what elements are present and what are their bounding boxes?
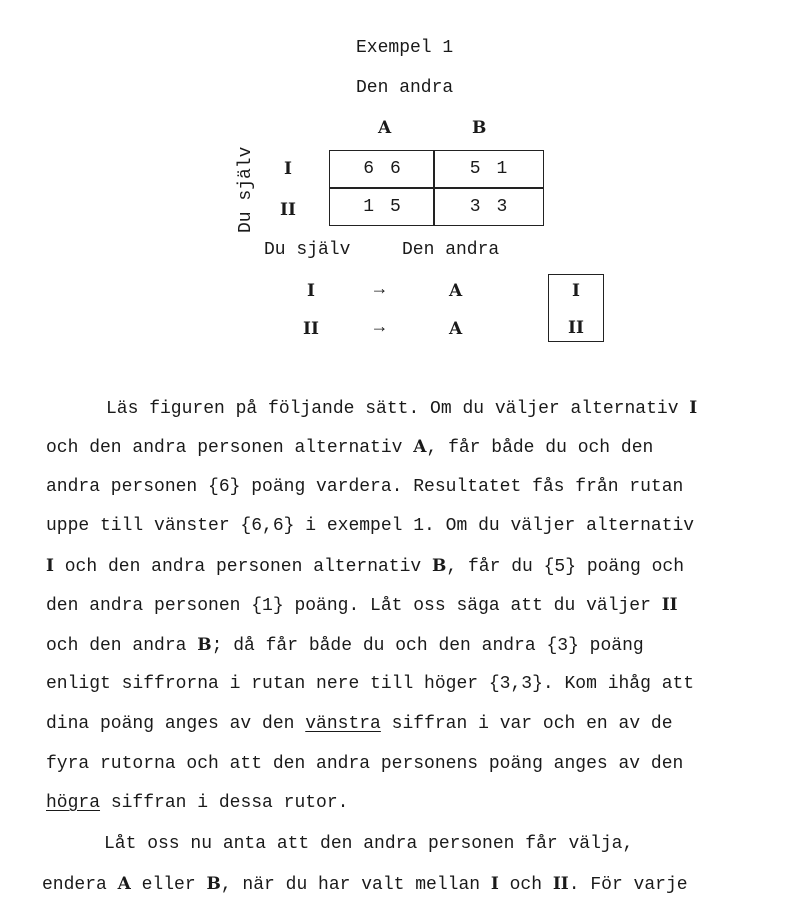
text-run: siffran i var och en av de <box>380 714 673 734</box>
text-run: och <box>498 875 553 895</box>
column-label-b: B <box>472 118 487 138</box>
text-run: endera <box>42 875 118 895</box>
answer-box-row-1: I <box>572 281 580 301</box>
bold-roman-numeral: I <box>46 556 54 576</box>
text-line <box>46 595 770 616</box>
underlined-word: högra <box>46 793 101 813</box>
self-score: 3 <box>469 197 481 217</box>
other-score: 5 <box>390 197 401 217</box>
outcome-1-other: A <box>449 281 463 301</box>
bold-roman-numeral: I <box>490 874 499 894</box>
row-label-ii: II <box>280 200 296 220</box>
example-title: Exempel 1 <box>356 38 454 58</box>
text-line: Låt oss nu anta att den andra personen får välja, <box>104 834 634 854</box>
bold-letter: A <box>117 874 131 894</box>
text-line <box>46 793 770 813</box>
text-line <box>42 874 766 895</box>
matrix-cell-r1c2 <box>433 150 544 188</box>
text-run: , får både du och den <box>426 438 654 458</box>
bold-roman-numeral: II <box>661 595 678 615</box>
matrix-cell-r1c1 <box>329 150 435 188</box>
outcome-header-other: Den andra <box>402 240 500 260</box>
self-score: 5 <box>469 159 481 179</box>
other-score: 1 <box>496 159 508 179</box>
text-line: enligt siffrorna i rutan nere till höger {3,3}. Kom ihåg att <box>46 674 695 694</box>
text-run: den andra personen {1} poäng. Låt oss säga att du väljer <box>46 596 662 616</box>
text-line <box>46 714 770 734</box>
text-line: andra personen {6} poäng vardera. Resultatet fås från rutan <box>46 477 684 497</box>
text-run: eller <box>130 875 207 895</box>
bold-roman-numeral: II <box>552 874 569 894</box>
underlined-word: vänstra <box>305 714 381 734</box>
text-run: . För varje <box>568 875 688 895</box>
matrix-cell-r2c1 <box>329 188 435 226</box>
outcome-1-self: I <box>307 281 315 301</box>
text-line: fyra rutorna och att den andra personens poäng anges av den <box>46 754 684 774</box>
outcome-header-self: Du själv <box>264 240 351 260</box>
row-label-i: I <box>284 159 292 179</box>
text-run: och den andra <box>46 636 198 656</box>
self-vertical-label: Du själv <box>236 146 256 233</box>
text-run: , när du har valt mellan <box>220 875 491 895</box>
other-score: 3 <box>496 197 508 217</box>
arrow-icon: → <box>374 280 385 300</box>
bold-letter: B <box>432 556 447 576</box>
answer-box <box>548 274 604 342</box>
text-run: , får du {5} poäng och <box>446 557 685 577</box>
text-run: dina poäng anges av den <box>46 714 306 734</box>
bold-letter: B <box>197 635 212 655</box>
outcome-2-self: II <box>303 319 319 339</box>
other-score: 6 <box>390 159 401 179</box>
text-run: siffran i dessa rutor. <box>100 793 349 813</box>
text-run: och den andra personen alternativ <box>53 557 433 577</box>
self-score: 1 <box>363 197 374 217</box>
text-run: och den andra personen alternativ <box>46 438 414 458</box>
text-line: uppe till vänster {6,6} i exempel 1. Om du väljer alternativ <box>46 516 695 536</box>
other-person-label: Den andra <box>356 78 454 98</box>
answer-box-row-2: II <box>568 318 584 338</box>
matrix-cell-r2c2 <box>433 188 544 226</box>
self-score: 6 <box>363 159 374 179</box>
bold-letter: A <box>413 437 427 457</box>
text-line <box>46 556 770 577</box>
text-line <box>46 437 770 458</box>
bold-roman-numeral: I <box>689 398 698 418</box>
column-label-a: A <box>378 118 392 138</box>
text-run: ; då får både du och den andra {3} poäng <box>211 636 644 656</box>
text-run: Läs figuren på följande sätt. Om du väljer alternativ <box>106 399 690 419</box>
bold-letter: B <box>206 874 221 894</box>
text-line <box>46 635 770 656</box>
text-line <box>106 398 770 419</box>
outcome-2-other: A <box>449 319 463 339</box>
arrow-icon: → <box>374 318 385 338</box>
